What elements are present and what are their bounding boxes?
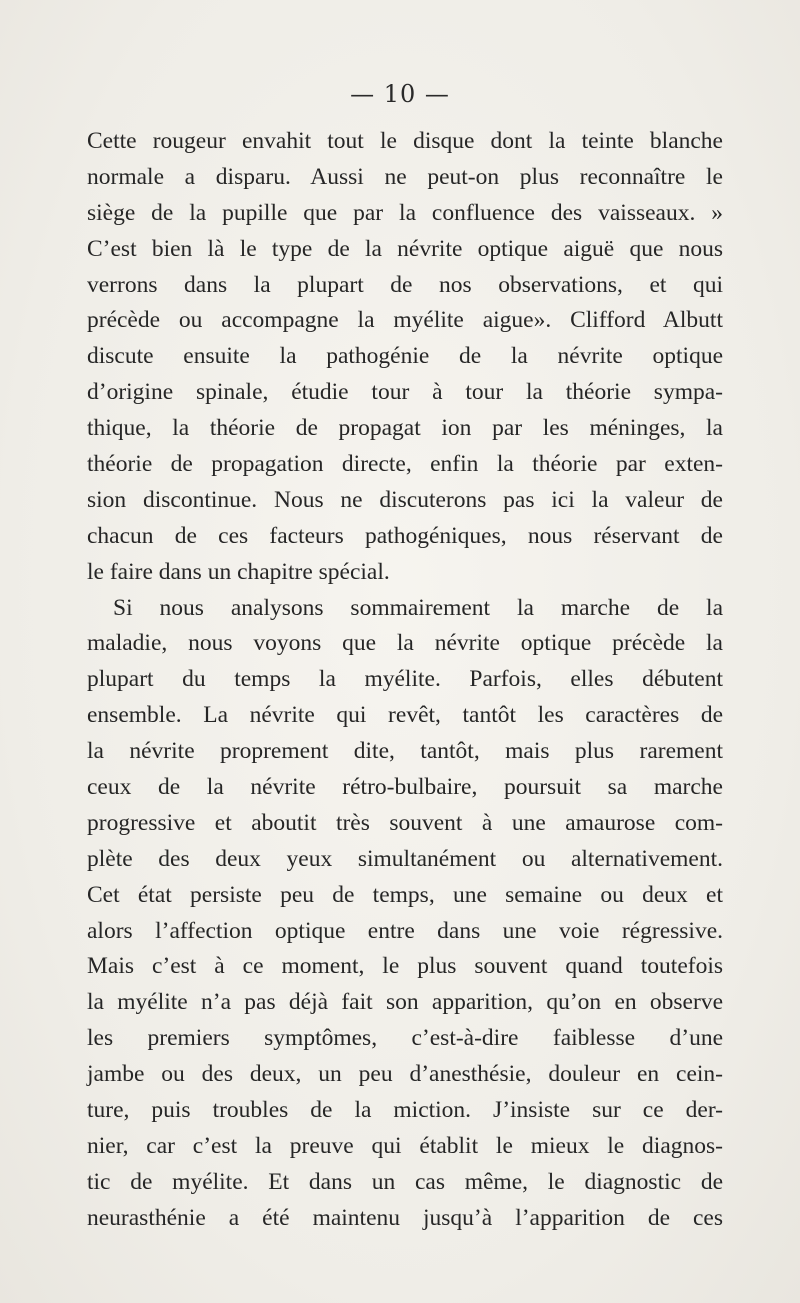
text-line: nier, car c’est la preuve qui établit le mieux le diagnos-	[87, 1132, 723, 1159]
text-line: la myélite n’a pas déjà fait son apparition, qu’on en observe	[87, 989, 723, 1016]
text-line: la névrite proprement dite, tantôt, mais plus rarement	[87, 738, 723, 765]
text-line: thique, la théorie de propagat ion par les méninges, la	[87, 415, 723, 442]
text-line: Cette rougeur envahit tout le disque dont la teinte blanche	[87, 128, 723, 154]
text-line: Cet état persiste peu de temps, une semaine ou deux et	[87, 881, 723, 908]
text-line: chacun de ces facteurs pathogéniques, nous réservant de	[87, 522, 723, 549]
text-line: sion discontinue. Nous ne discuterons pas ici la valeur de	[87, 486, 723, 513]
text-line: C’est bien là le type de la névrite optique aiguë que nous	[87, 235, 723, 262]
text-line: tic de myélite. Et dans un cas même, le diagnostic de	[87, 1168, 723, 1195]
text-line: neurasthénie a été maintenu jusqu’à l’apparition de ces	[87, 1204, 723, 1231]
body-text	[87, 124, 723, 1237]
text-line: maladie, nous voyons que la névrite optique précède la	[87, 630, 723, 657]
text-line: siège de la pupille que par la confluence des vaisseaux. »	[87, 199, 723, 226]
text-line: les premiers symptômes, c’est-à-dire faiblesse d’une	[87, 1025, 723, 1052]
text-line: normale a disparu. Aussi ne peut-on plus reconnaître le	[87, 163, 723, 190]
text-line: ensemble. La névrite qui revêt, tantôt les caractères de	[87, 702, 723, 729]
text-line: Si nous analysons sommairement la marche de la	[113, 594, 723, 621]
text-line: théorie de propagation directe, enfin la théorie par exten-	[87, 451, 723, 478]
text-line: alors l’affection optique entre dans une voie régressive.	[87, 917, 723, 944]
text-line: Mais c’est à ce moment, le plus souvent quand toutefois	[87, 953, 723, 980]
page-number: — 10 —	[350, 80, 450, 108]
text-line: ture, puis troubles de la miction. J’insiste sur ce der-	[87, 1097, 723, 1124]
text-line: ceux de la névrite rétro-bulbaire, poursuit sa marche	[87, 774, 723, 801]
text-line: le faire dans un chapitre spécial.	[87, 558, 390, 585]
text-line: jambe ou des deux, un peu d’anesthésie, douleur en cein-	[87, 1061, 723, 1088]
text-line: discute ensuite la pathogénie de la névrite optique	[87, 343, 723, 370]
text-line: plète des deux yeux simultanément ou alternativement.	[87, 845, 723, 872]
text-line: plupart du temps la myélite. Parfois, elles débutent	[87, 666, 723, 693]
text-line: d’origine spinale, étudie tour à tour la théorie sympa-	[87, 379, 723, 406]
text-line: verrons dans la plupart de nos observations, et qui	[87, 271, 723, 298]
text-line: progressive et aboutit très souvent à une amaurose com-	[87, 809, 723, 836]
text-line: précède ou accompagne la myélite aigue». Clifford Albutt	[87, 307, 723, 334]
